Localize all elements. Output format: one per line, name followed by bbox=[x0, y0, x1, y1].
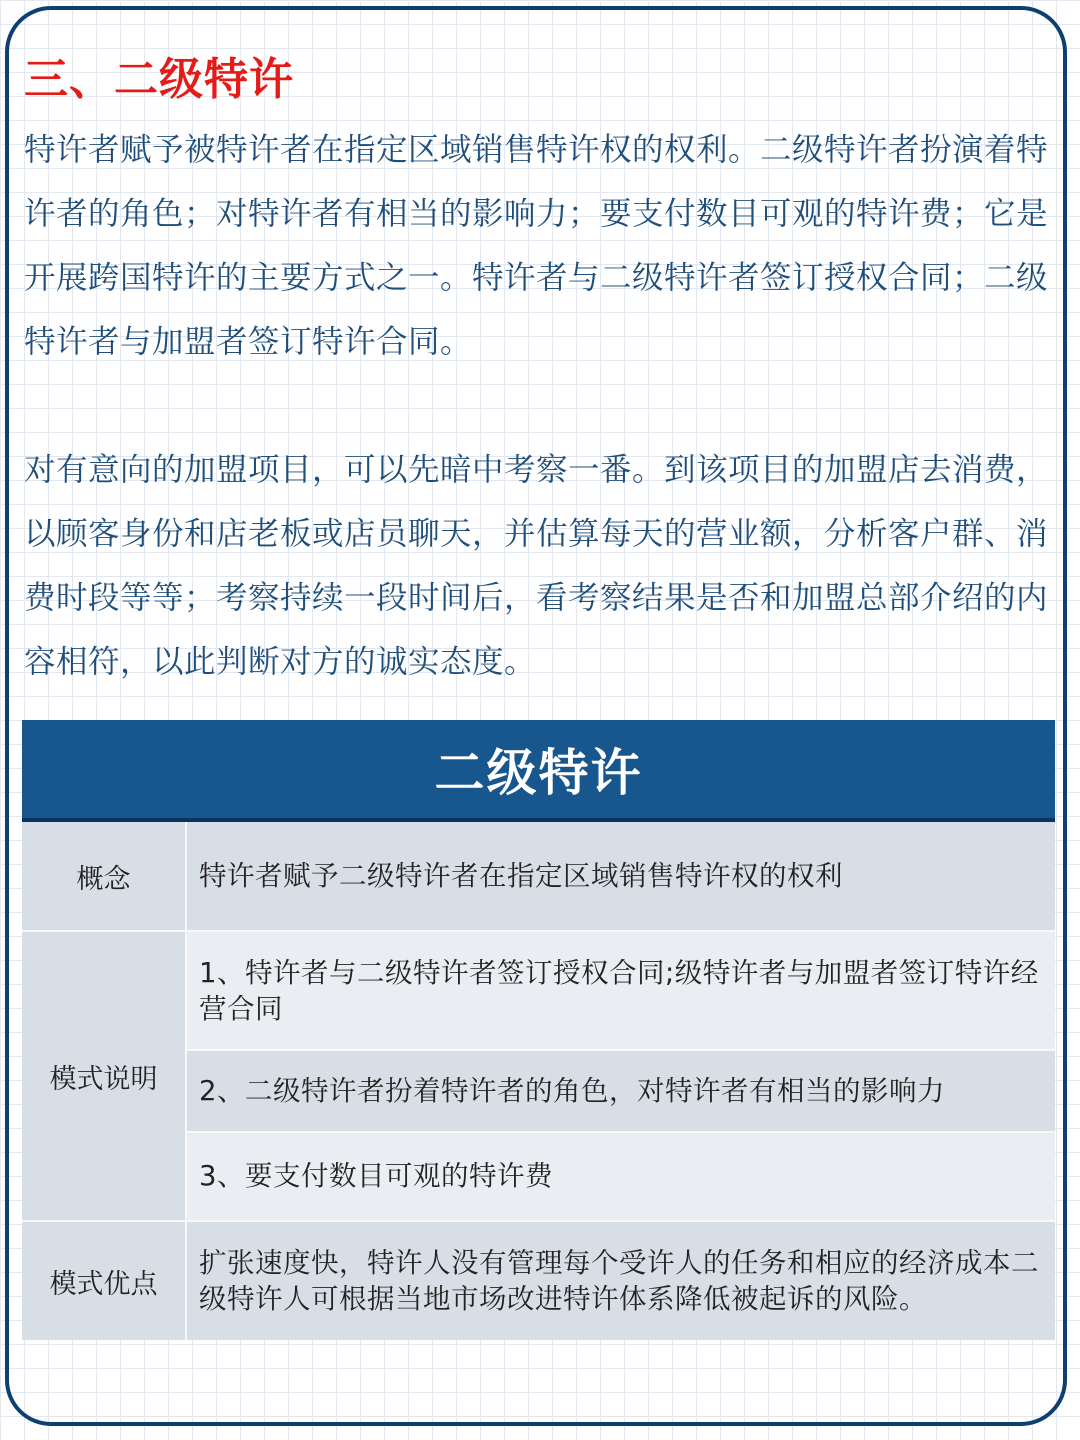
comparison-table bbox=[22, 720, 1055, 1340]
table-row-concept bbox=[22, 822, 1055, 932]
table-row-advantage bbox=[22, 1222, 1055, 1340]
advice-paragraph: 对有意向的加盟项目，可以先暗中考察一番。到该项目的加盟店去消费，以顾客身份和店老板或店员聊天，并估算每天的营业额，分析客户群、消费时段等等；考察持续一段时间后，看考察结果是否和加盟总部介绍的内容相符，以此判断对方的诚实态度。 bbox=[24, 452, 1049, 680]
table-row-mode bbox=[22, 932, 1055, 1222]
intro-paragraph: 特许者赋予被特许者在指定区域销售特许权的权利。二级特许者扮演着特许者的角色；对特许者有相当的影响力；要支付数目可观的特许费；它是开展跨国特许的主要方式之一。特许者与二级特许者签订授权合同；二级特许者与加盟者签订特许合同。 bbox=[24, 132, 1049, 360]
row-label-advantage: 模式优点 bbox=[22, 1222, 187, 1340]
row-label-mode: 模式说明 bbox=[22, 932, 187, 1220]
mode-item: 3、要支付数目可观的特许费 bbox=[187, 1133, 1055, 1220]
mode-items bbox=[187, 932, 1055, 1220]
section-title: 三、二级特许 bbox=[24, 54, 294, 105]
row-content-advantage: 扩张速度快，特许人没有管理每个受许人的任务和相应的经济成本二级特许人可根据当地市场改进特许体系降低被起诉的风险。 bbox=[187, 1222, 1055, 1340]
row-label-concept: 概念 bbox=[22, 822, 187, 930]
row-content-concept: 特许者赋予二级特许者在指定区域销售特许权的权利 bbox=[187, 822, 1055, 930]
mode-item: 2、二级特许者扮着特许者的角色，对特许者有相当的影响力 bbox=[187, 1051, 1055, 1132]
mode-item: 1、特许者与二级特许者签订授权合同;级特许者与加盟者签订特许经营合同 bbox=[187, 932, 1055, 1051]
table-header: 二级特许 bbox=[22, 720, 1055, 822]
